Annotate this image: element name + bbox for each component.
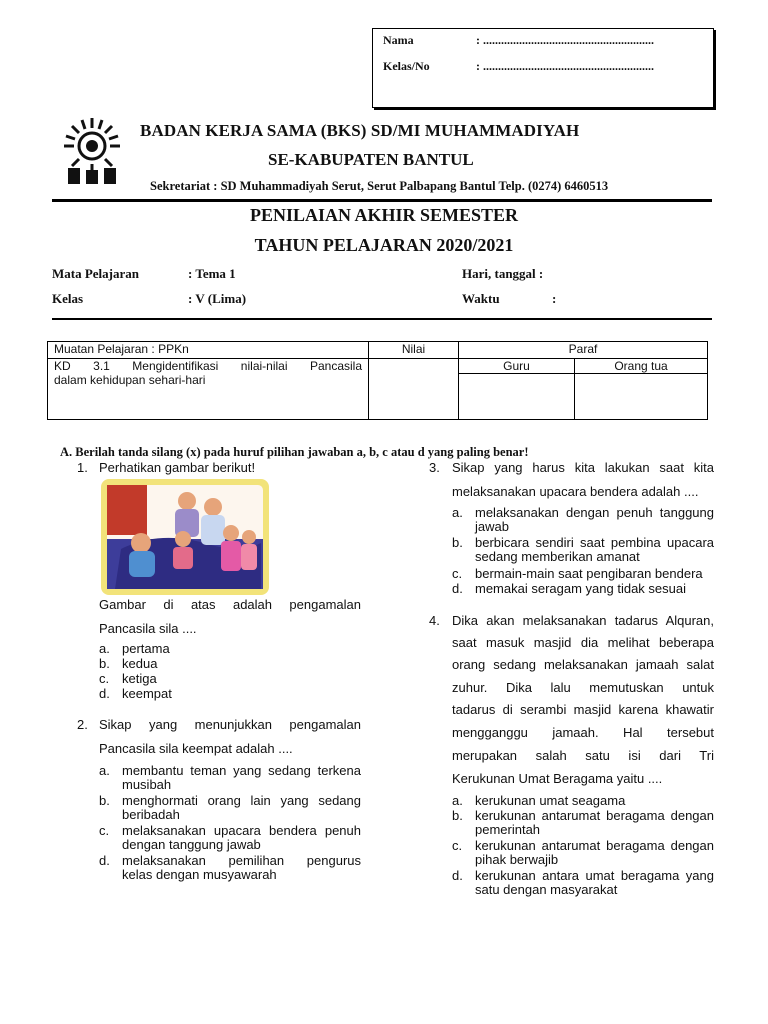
q3-option-d[interactable] [452, 582, 714, 596]
option-text: kedua [122, 656, 158, 671]
competency-cell [48, 359, 369, 420]
q1-option-b[interactable] [99, 657, 361, 671]
q3-option-b[interactable] [452, 536, 714, 564]
option-text: pertama [122, 641, 170, 656]
q4-number: 4. [429, 613, 440, 628]
teacher-header: Guru [459, 359, 575, 374]
q2-option-b[interactable] [99, 794, 361, 822]
class-no-label: Kelas/No [383, 59, 430, 73]
option-text-cont: satu dengan masyarakat [475, 882, 618, 897]
parent-signature-cell[interactable] [575, 374, 708, 420]
family-illustration [101, 479, 269, 595]
option-text: melaksanakan dengan penuh tanggung [475, 505, 714, 520]
academic-year: TAHUN PELAJARAN 2020/2021 [254, 235, 514, 255]
subject-content-cell: Muatan Pelajaran : PPKn [48, 342, 369, 359]
q4-line-2: saat masuk masjid dia melihat beberapa [452, 635, 714, 650]
q4-line-8: Kerukunan Umat Beragama yaitu .... [452, 771, 663, 786]
option-text: melaksanakan upacara bendera penuh [122, 823, 361, 838]
score-header: Nilai [369, 342, 459, 359]
q3-number: 3. [429, 460, 440, 475]
q1-option-a[interactable] [99, 642, 361, 656]
secretariat-address: Sekretariat : SD Muhammadiyah Serut, Serut Palbapang Bantul Telp. (0274) 6460513 [150, 179, 609, 193]
option-text: membantu teman yang sedang terkena [122, 763, 361, 778]
q1-option-c[interactable] [99, 672, 361, 686]
q3-line-2: melaksanakan upacara bendera adalah .... [452, 484, 699, 499]
q4-option-a[interactable] [452, 794, 714, 808]
exam-title: PENILAIAN AKHIR SEMESTER [249, 205, 519, 225]
option-letter: a. [452, 793, 463, 808]
q4-line-7: merupakan salah satu isi dari Tri [452, 748, 714, 763]
score-cell[interactable] [369, 359, 459, 420]
parent-header: Orang tua [575, 359, 708, 374]
day-date-label: Hari, tanggal : [462, 266, 544, 281]
subject-value: : Tema 1 [188, 266, 236, 281]
q4-line-1: Dika akan melaksanakan tadarus Alquran, [452, 613, 714, 628]
q4-option-c[interactable] [452, 839, 714, 867]
option-text-cont: kelas dengan musyawarah [122, 867, 277, 882]
option-letter: a. [99, 641, 110, 656]
option-letter: d. [99, 853, 110, 868]
option-text: berbicara sendiri saat pembina upacara [475, 535, 714, 550]
name-field[interactable]: : ......................................................... [476, 33, 654, 47]
option-text: ketiga [122, 671, 157, 686]
option-text: kerukunan antara umat beragama yang [475, 868, 714, 883]
q1-text: Perhatikan gambar berikut! [99, 460, 256, 475]
option-letter: b. [99, 656, 110, 671]
time-label: Waktu [462, 291, 500, 306]
option-text: memakai seragam yang tidak sesuai [475, 581, 686, 596]
name-row [383, 33, 654, 48]
class-no-field[interactable]: : ......................................................... [476, 59, 654, 73]
option-letter: a. [99, 763, 110, 778]
option-letter: b. [99, 793, 110, 808]
option-text-cont: musibah [122, 777, 172, 792]
option-letter: d. [99, 686, 110, 701]
class-label: Kelas [52, 291, 84, 306]
class-value: : V (Lima) [188, 291, 247, 306]
organization-name: BADAN KERJA SAMA (BKS) SD/MI MUHAMMADIYAH [140, 121, 580, 140]
q1-caption-line-2: Pancasila sila .... [99, 621, 197, 636]
q2-line-2: Pancasila sila keempat adalah .... [99, 741, 293, 756]
q2-line-1: Sikap yang menunjukkan pengamalan [99, 717, 361, 732]
organization-region: SE-KABUPATEN BANTUL [268, 150, 474, 169]
option-text: melaksanakan pemilihan pengurus [122, 853, 361, 868]
option-text: bermain-main saat pengibaran bendera [475, 566, 703, 581]
teacher-signature-cell[interactable] [459, 374, 575, 420]
option-text: kerukunan antarumat beragama dengan [475, 838, 714, 853]
option-letter: b. [452, 535, 463, 550]
q2-option-a[interactable] [99, 764, 361, 792]
q2-option-d[interactable] [99, 854, 361, 882]
option-text: menghormati orang lain yang sedang [122, 793, 361, 808]
option-letter: d. [452, 581, 463, 596]
time-colon: : [552, 291, 557, 306]
header-divider [52, 199, 712, 202]
q3-line-1: Sikap yang harus kita lakukan saat kita [452, 460, 714, 475]
grading-table [47, 341, 708, 420]
class-no-row [383, 59, 654, 74]
option-text: kerukunan antarumat beragama dengan [475, 808, 714, 823]
signature-header: Paraf [459, 342, 708, 359]
section-a-instruction: A. Berilah tanda silang (x) pada huruf pilihan jawaban a, b, c atau d yang paling benar! [60, 445, 529, 459]
q4-option-d[interactable] [452, 869, 714, 897]
option-letter: d. [452, 868, 463, 883]
q4-line-5: tadarus di serambi masjid karena khawatir [452, 702, 714, 717]
q4-option-b[interactable] [452, 809, 714, 837]
info-divider [52, 318, 712, 320]
option-text: keempat [122, 686, 172, 701]
option-text: kerukunan umat seagama [475, 793, 626, 808]
option-text-cont: sedang memberikan amanat [475, 549, 640, 564]
competency-line-2: dalam kehidupan sehari-hari [54, 373, 206, 387]
q2-option-c[interactable] [99, 824, 361, 852]
option-text-cont: dengan tanggung jawab [122, 837, 261, 852]
q2-number: 2. [77, 717, 88, 732]
option-letter: c. [452, 838, 463, 853]
option-text-cont: pihak berwajib [475, 852, 559, 867]
q4-line-6: mengganggu jamaah. Hal tersebut [452, 725, 714, 740]
q3-option-a[interactable] [452, 506, 714, 534]
option-letter: c. [99, 823, 110, 838]
q3-option-c[interactable] [452, 567, 714, 581]
q4-line-3: orang sedang melaksanakan jamaah salat [452, 657, 714, 672]
option-letter: a. [452, 505, 463, 520]
q1-number: 1. [77, 460, 88, 475]
option-letter: c. [99, 671, 110, 686]
option-text-cont: beribadah [122, 807, 180, 822]
competency-line-1: KD 3.1 Mengidentifikasi nilai-nilai Pancasila [54, 359, 362, 373]
option-text-cont: pemerintah [475, 822, 541, 837]
q4-line-4: zuhur. Dika lalu memutuskan untuk [452, 680, 714, 695]
option-letter: b. [452, 808, 463, 823]
name-label: Nama [383, 33, 414, 47]
muhammadiyah-logo [50, 116, 130, 188]
option-letter: c. [452, 566, 463, 581]
q1-option-d[interactable] [99, 687, 361, 701]
q1-caption-line-1: Gambar di atas adalah pengamalan [99, 597, 361, 612]
student-name-box [372, 28, 714, 108]
option-text-cont: jawab [475, 519, 509, 534]
subject-label: Mata Pelajaran [52, 266, 140, 281]
